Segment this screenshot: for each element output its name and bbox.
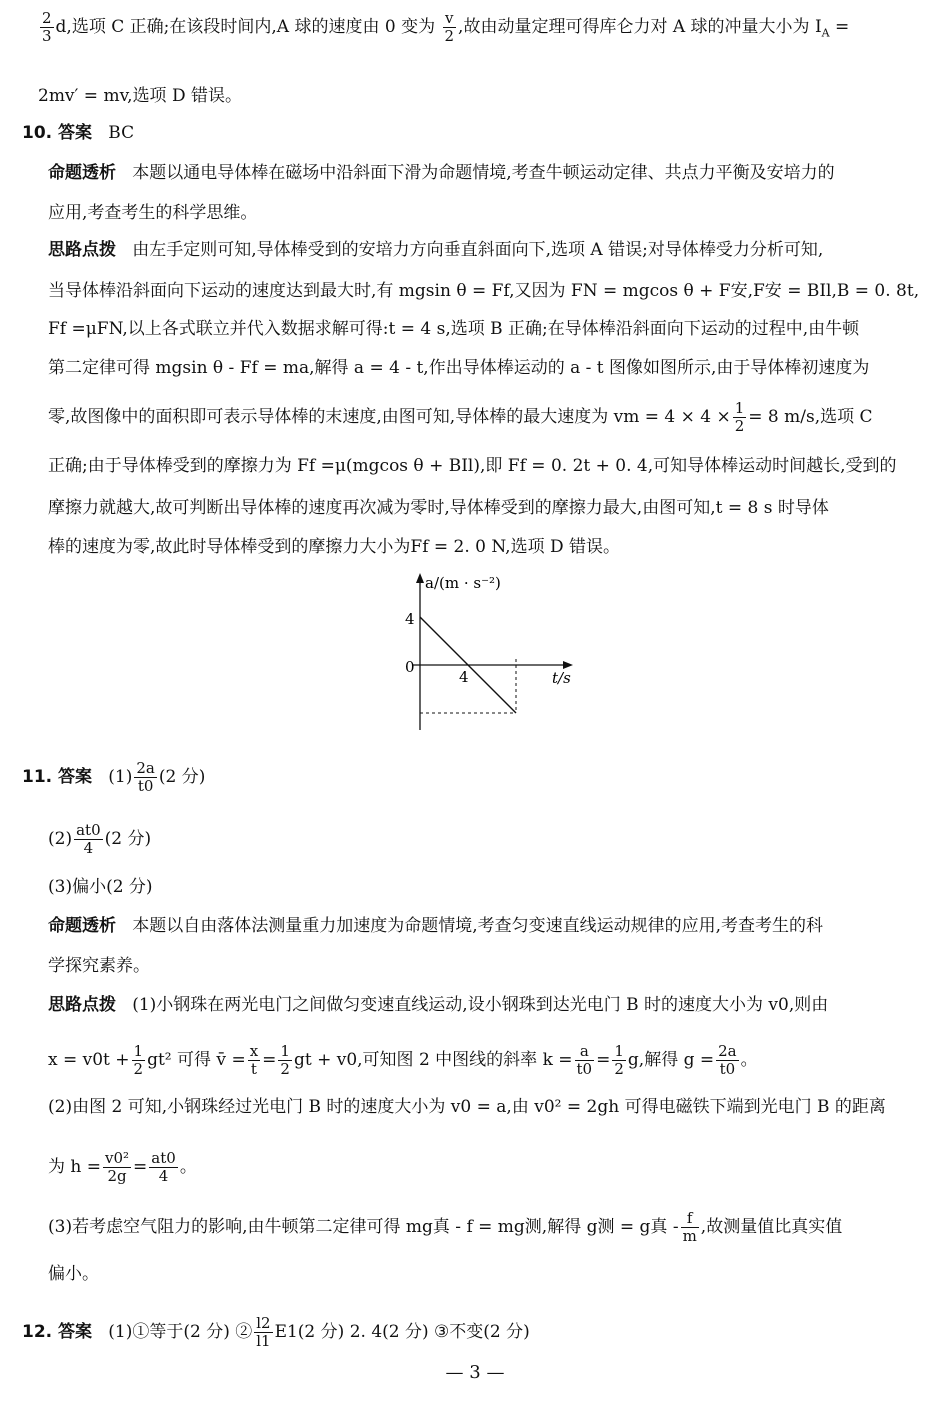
- text-line: 为 h = $\frac{\text{v0²}}{2g}$ = $\frac{at0}{4}$ 。: [48, 1149, 197, 1185]
- text-line: 偏小。: [48, 1264, 99, 1284]
- fraction: $\frac{at0}{4}$: [76, 821, 101, 857]
- line-1: $\frac{2}{3}$ d,选项 C 正确;在该段时间内,A 球的速度由 0 变为 $\frac{v}{2}$ ,故由动量定理可得库仑力对 A 球的冲量大小为 $I_A$ =: [42, 9, 850, 45]
- fraction: $\frac{2}{3}$: [42, 9, 52, 45]
- fraction: $\frac{\text{v0²}}{2g}$: [105, 1149, 130, 1185]
- text-line: 当导体棒沿斜面向下运动的速度达到最大时,有 mgsin θ = Ff,又因为 FN = mgcos θ + F安,F安 = BIl,B = 0. 8t,: [48, 281, 920, 301]
- fraction: $\frac{at0}{4}$: [151, 1149, 176, 1185]
- fraction: $\frac{2a}{t0}$: [136, 759, 155, 795]
- fraction: $\frac{v}{2}$: [444, 9, 455, 45]
- text-line: 正确;由于导体棒受到的摩擦力为 Ff =μ(mgcos θ + BIl),即 Ff = 0. 2t + 0. 4,可知导体棒运动时间越长,受到的: [48, 456, 897, 476]
- text-line: (2)由图 2 可知,小钢珠经过光电门 B 时的速度大小为 v0 = a,由 v0² = 2gh 可得电磁铁下端到光电门 B 的距离: [48, 1097, 886, 1117]
- fraction: $\frac{l2}{l1}$: [256, 1314, 271, 1350]
- a-t-graph: [395, 570, 595, 735]
- text-line: Ff =μFN,以上各式联立并代入数据求解可得:t = 4 s,选项 B 正确;在导体棒沿斜面向下运动的过程中,由牛顿: [48, 319, 860, 339]
- y-tick-label: 4: [405, 610, 415, 628]
- x-axis-arrow: [563, 661, 573, 669]
- text-line: (3)若考虑空气阻力的影响,由牛顿第二定律可得 mg真 - f = mg测,解得 g测 = g真 - $\frac{f}{m}$ ,故测量值比真实值: [48, 1209, 843, 1245]
- q11-a3: (3)偏小(2 分): [48, 877, 153, 897]
- text-line: 第二定律可得 mgsin θ - Ff = ma,解得 a = 4 - t,作出导体棒运动的 a - t 图像如图所示,由于导体棒初速度为: [48, 358, 870, 378]
- text-line: 棒的速度为零,故此时导体棒受到的摩擦力大小为Ff = 2. 0 N,选项 D 错误。: [48, 537, 621, 557]
- q10-hint: 思路点拨 由左手定则可知,导体棒受到的安培力方向垂直斜面向下,选项 A 错误;对导体棒受力分析可知,: [48, 240, 824, 260]
- fraction: $\frac{f}{m}$: [682, 1209, 697, 1245]
- x-axis-label: t/s: [552, 669, 571, 687]
- fraction: $\frac{x}{t}$: [249, 1042, 259, 1078]
- fraction: $\frac{a}{t0}$: [576, 1042, 593, 1078]
- text-line: 摩擦力就越大,故可判断出导体棒的速度再次减为零时,导体棒受到的摩擦力最大,由图可知,t = 8 s 时导体: [48, 498, 829, 518]
- fraction: $\frac{1}{2}$: [734, 399, 745, 435]
- y-axis-label: a/(m · s⁻²): [425, 574, 501, 592]
- fraction: $\frac{2a}{t0}$: [718, 1042, 737, 1078]
- fraction: $\frac{1}{2}$: [280, 1042, 290, 1078]
- q11-hint: 思路点拨 (1)小钢珠在两光电门之间做匀变速直线运动,设小钢珠到达光电门 B 时的速度大小为 v0,则由: [48, 995, 829, 1015]
- q11-a2: (2) $\frac{at0}{4}$ (2 分): [48, 821, 152, 857]
- text-line: 零,故图像中的面积即可表示导体棒的末速度,由图可知,导体棒的最大速度为 vm = 4 × 4 × $\frac{1}{2}$ = 8 m/s,选项 C: [48, 399, 873, 435]
- q10-answer: 10. 答案 BC: [22, 123, 135, 143]
- fraction: $\frac{1}{2}$: [614, 1042, 624, 1078]
- origin-label: 0: [405, 658, 415, 676]
- q12-answer: 12. 答案 (1)①等于(2 分) ② $\frac{l2}{l1}$ E1(2 分) 2. 4(2 分) ③不变(2 分): [22, 1314, 530, 1350]
- text-line: 应用,考查考生的科学思维。: [48, 203, 258, 223]
- page-number: — 3 —: [445, 1362, 505, 1383]
- q10-analysis: 命题透析 本题以通电导体棒在磁场中沿斜面下滑为命题情境,考查牛顿运动定律、共点力平衡及安培力的: [48, 163, 835, 183]
- text-line: 学探究素养。: [48, 956, 150, 976]
- y-axis-arrow: [416, 573, 424, 583]
- text-line: x = v0t + $\frac{1}{2}$ gt² 可得 v̄ = $\frac{x}{t}$ = $\frac{1}{2}$ gt + v0,可知图 2 中图线的斜率 k = $\frac{a}{t0}$ = $\frac{1}{2}$ g,解得 g = $\frac{2a}{t0}$ 。: [48, 1042, 758, 1078]
- line-2: 2mv′ = mv,选项 D 错误。: [38, 86, 242, 106]
- q11-answer: 11. 答案 (1) $\frac{2a}{t0}$ (2 分): [22, 759, 206, 795]
- fraction: $\frac{1}{2}$: [133, 1042, 144, 1078]
- x-tick-label: 4: [459, 668, 469, 686]
- q11-analysis: 命题透析 本题以自由落体法测量重力加速度为命题情境,考查匀变速直线运动规律的应用,考查考生的科: [48, 916, 824, 936]
